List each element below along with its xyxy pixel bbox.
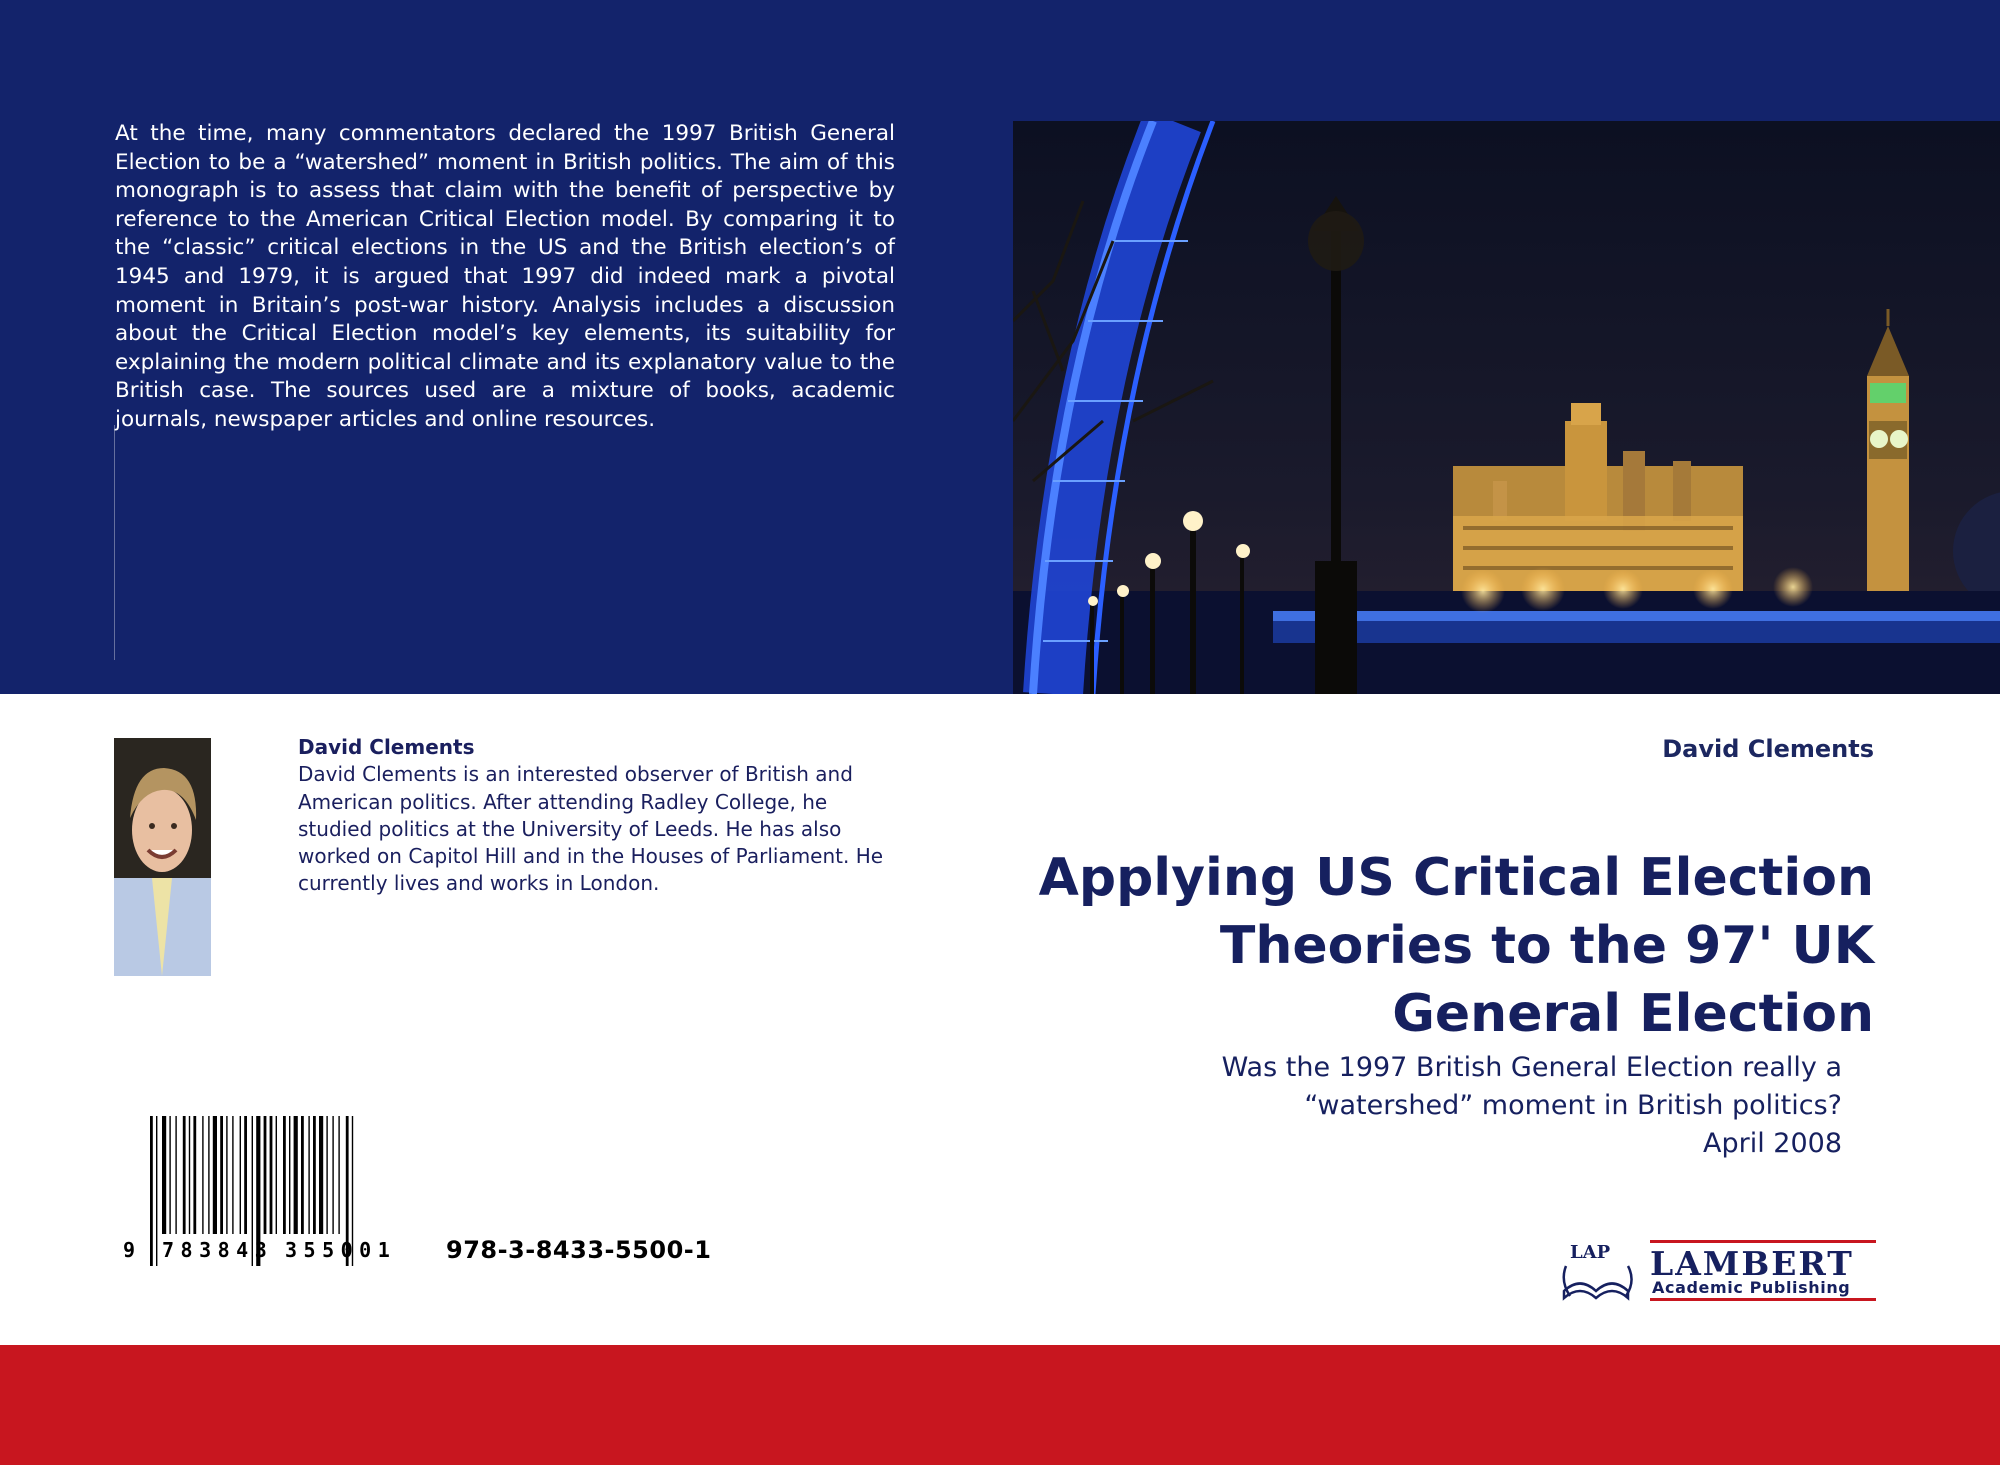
front-author-name: David Clements [1662,735,1874,763]
barcode-bar [189,1116,190,1234]
book-subtitle [942,1049,1842,1163]
title-line: Theories to the 97' UK [1219,916,1874,976]
barcode-digit-lead: 9 [123,1238,136,1262]
barcode-digits-left: 783843 [162,1238,274,1262]
barcode-bar [264,1116,267,1234]
subtitle-line: “watershed” moment in British politics? [1304,1090,1842,1121]
barcode-bar [244,1116,247,1234]
barcode-bar [294,1116,298,1234]
subtitle-date: April 2008 [1702,1128,1842,1159]
barcode-bar [226,1116,227,1234]
barcode-bar [332,1116,333,1234]
barcode-bar [313,1116,316,1234]
bio-author-name: David Clements [298,735,475,759]
barcode-bar [175,1116,176,1234]
barcode-bar [156,1116,157,1266]
barcode-bar [208,1116,209,1234]
barcode-bar [193,1116,196,1234]
barcode-bar [232,1116,233,1234]
barcode-bar [338,1116,339,1234]
bio-text: David Clements is an interested observer of British and American politics. After attending Radley College, he studied politics at the University of Leeds. He has also worked on Capitol Hill and in the Houses of Parliament. He currently lives and works in London. [298,762,884,896]
barcode-bar [183,1116,186,1234]
publisher-name: LAMBERT [1650,1244,1854,1283]
barcode-bar [169,1116,170,1234]
barcode-bar [270,1116,273,1234]
footer-band [0,1345,2000,1465]
back-cover-blurb: At the time, many commentators declared the 1997 British General Election to be a “watershed” moment in British politics. The aim of this monograph is to assess that claim with the benefit of perspective by reference to the American Critical Election model. By comparing it to the “classic” critical elections in the US and the British election’s of 1945 and 1979, it is argued that 1997 did indeed mark a pivotal moment in Britain’s post-war history. Analysis includes a discussion about the Critical Election model’s key elements, its suitability for explaining the modern political climate and its explanatory value to the British case. The sources used are a mixture of books, academic journals, newspaper articles and online resources. [115,121,895,432]
book-title [974,844,1874,1048]
logo-badge: LAP [1570,1242,1611,1263]
barcode-bar [326,1116,327,1234]
barcode-digits-right: 355001 [285,1238,397,1262]
barcode-bar [150,1116,153,1266]
subtitle-line: Was the 1997 British General Election really a [1221,1052,1842,1083]
author-photo [114,738,211,976]
barcode-bar [289,1116,290,1234]
isbn-text: 978-3-8433-5500-1 [446,1236,712,1264]
open-book-icon [1564,1284,1628,1299]
barcode-bar [213,1116,217,1234]
title-line: General Election [1392,984,1874,1044]
barcode-bar [301,1116,304,1234]
barcode-bar [308,1116,309,1234]
barcode-bar [283,1116,286,1234]
cover-photo-london-night [1013,121,2000,694]
publisher-tagline: Academic Publishing [1652,1278,1851,1297]
barcode-bar [162,1116,166,1234]
barcode-bar [240,1116,241,1234]
barcode-bar [276,1116,277,1234]
barcode-bar [220,1116,223,1234]
barcode-bar [202,1116,203,1234]
title-line: Applying US Critical Election [1038,848,1874,908]
author-bio [298,734,898,898]
westminster-bridge [1273,611,2000,643]
blurb-divider [114,425,115,660]
barcode-bar [319,1116,323,1234]
